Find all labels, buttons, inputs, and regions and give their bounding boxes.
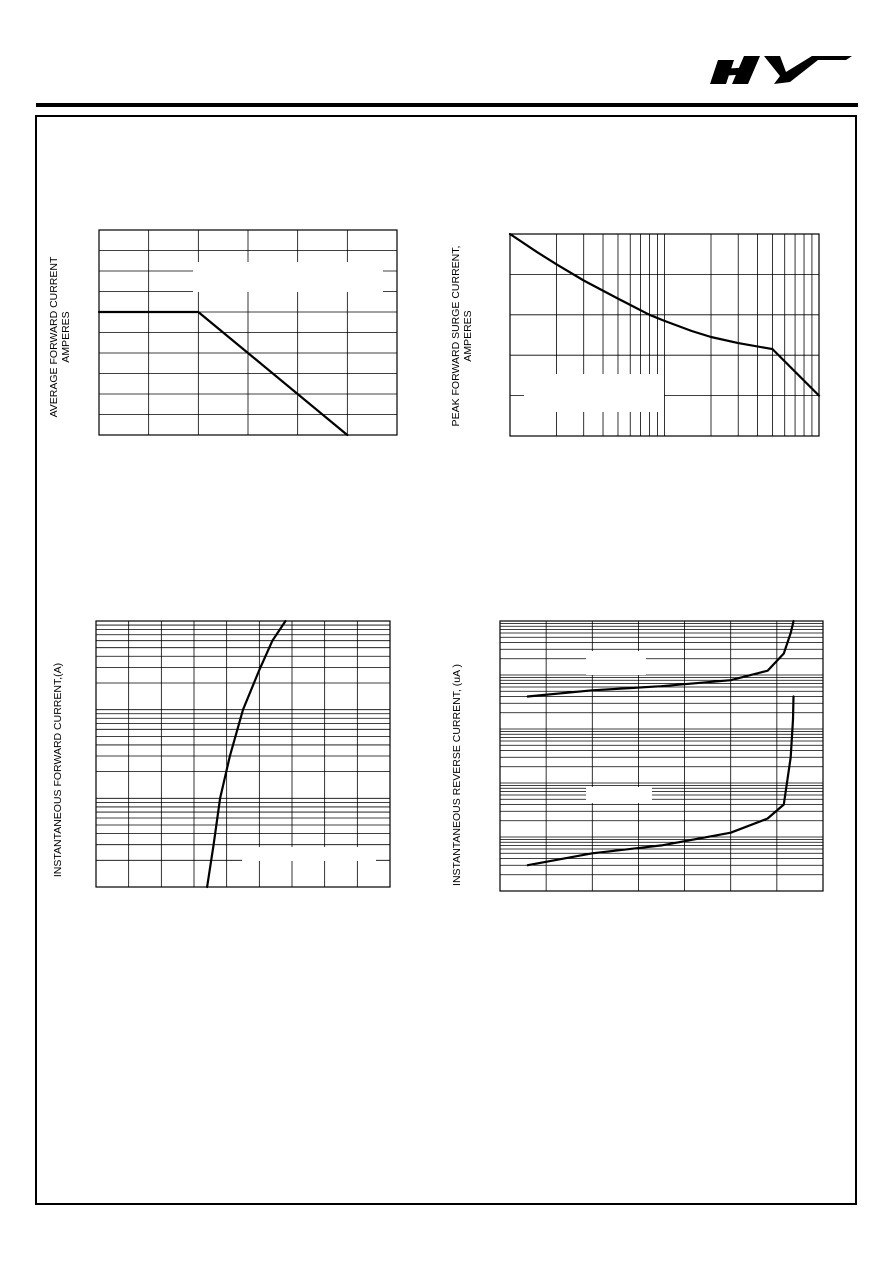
chart3-ylabel: INSTANTANEOUS FORWARD CURRENT,(A) — [52, 662, 64, 878]
reverse-chart — [500, 621, 823, 891]
header-rule — [36, 103, 858, 107]
hy-logo — [0, 0, 892, 110]
plot-frame — [500, 621, 823, 891]
chart1-ylabel: AVERAGE FORWARD CURRENT AMPERES — [48, 256, 72, 418]
blank-annotation-box — [586, 651, 646, 675]
chart2-ylabel: PEAK FORWARD SURGE CURRENT, AMPERES — [450, 245, 474, 427]
blank-annotation-box — [242, 847, 376, 861]
derating-chart — [99, 230, 397, 435]
hy-logo-mark — [710, 56, 852, 84]
series-line-2 — [528, 697, 794, 866]
surge-chart — [510, 234, 819, 436]
blank-annotation-box — [193, 262, 383, 292]
forward-chart — [96, 621, 390, 887]
blank-annotation-box — [586, 787, 652, 803]
chart4-ylabel: INSTANTANEOUS REVERSE CURRENT, (uA ) — [451, 664, 463, 886]
blank-annotation-box — [524, 374, 664, 412]
